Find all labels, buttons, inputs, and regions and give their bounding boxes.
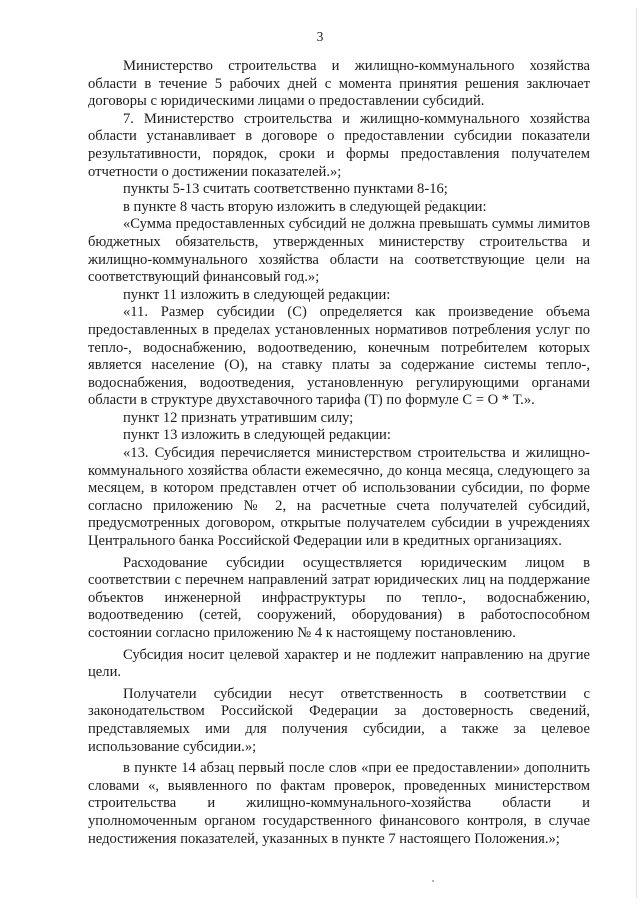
paragraph: 7. Министерство строительства и жилищно-коммунального хозяйства области устанавливает в договоре о предоставлении субсидии показатели результативности, порядок, сроки и формы предоставления получателем отчетности о достижении показателей.»; — [88, 110, 590, 180]
page-number: 3 — [316, 29, 324, 44]
paragraph: Субсидия носит целевой характер и не подлежит направлению на другие цели. — [88, 646, 590, 681]
paragraph: пункт 11 изложить в следующей редакции: — [123, 286, 391, 303]
paragraph: пункт 13 изложить в следующей редакции: — [123, 427, 391, 444]
scan-edge-shadow — [636, 8, 637, 898]
paragraph: Получатели субсидии несут ответственность в соответствии с законодательством Российской Федерации за достоверность сведений, представляемых ими для получения субсидии, а также за целевое использование субсидии.»; — [88, 685, 590, 755]
paragraph: пункты 5-13 считать соответственно пунктами 8-16; — [123, 181, 448, 198]
paragraph: пункт 12 признать утратившим силу; — [123, 409, 354, 426]
paragraph: «13. Субсидия перечисляется министерством строительства и жилищно-коммунального хозяйства области ежемесячно, до конца месяца, следующего за месяцем, в котором представлен отчет об использовании субсидии, по форме согласно приложению № 2, на расчетные счета получателей субсидий, предусмотренных договором, открытые получателем субсидии в учреждениях Центрального банка Российской Федерации или в кредитных организациях. — [88, 445, 590, 550]
scan-speck — [432, 880, 434, 882]
paragraph: Расходование субсидии осуществляется юридическим лицом в соответствии с перечнем направлений затрат юридических лиц на поддержание объектов инженерной инфраструктуры по тепло-, водоснабжению, водоотведению (сетей, сооружений, оборудования) в работоспособном состоянии согласно приложению № 4 к настоящему постановлению. — [88, 554, 590, 641]
paragraph: Министерство строительства и жилищно-коммунального хозяйства области в течение 5 рабочих дней с момента принятия решения заключает договоры с юридическими лицами о предоставлении субсидий. — [88, 58, 590, 110]
paragraph: в пункте 8 часть вторую изложить в следующей редакции: — [123, 198, 487, 215]
document-body — [88, 58, 590, 848]
paragraph: в пункте 14 абзац первый после слов «при ее предоставлении» дополнить словами «, выявленного по фактам проверок, проведенных министерством строительства и жилищно-коммунального-хозяйства области и уполномоченным органом государственного финансового контроля, в случае недостижения показателей, указанных в пункте 7 настоящего Положения.»; — [88, 760, 590, 847]
paragraph: «Сумма предоставленных субсидий не должна превышать суммы лимитов бюджетных обязательств, утвержденных министерству строительства и жилищно-коммунального хозяйства области на соответствующие цели на соответствующий финансовый год.»; — [88, 216, 590, 286]
paragraph: «11. Размер субсидии (С) определяется как произведение объема предоставленных в пределах установленных нормативов потребления услуг по тепло-, водоснабжению, водоотведению, конечным потребителем которых является население (О), на ставку платы за содержание системы тепло-, водоснабжения, водоотведения, установленную регулирующими органами области в структуре двухставочного тарифа (Т) по формуле С = О * Т.». — [88, 304, 590, 409]
